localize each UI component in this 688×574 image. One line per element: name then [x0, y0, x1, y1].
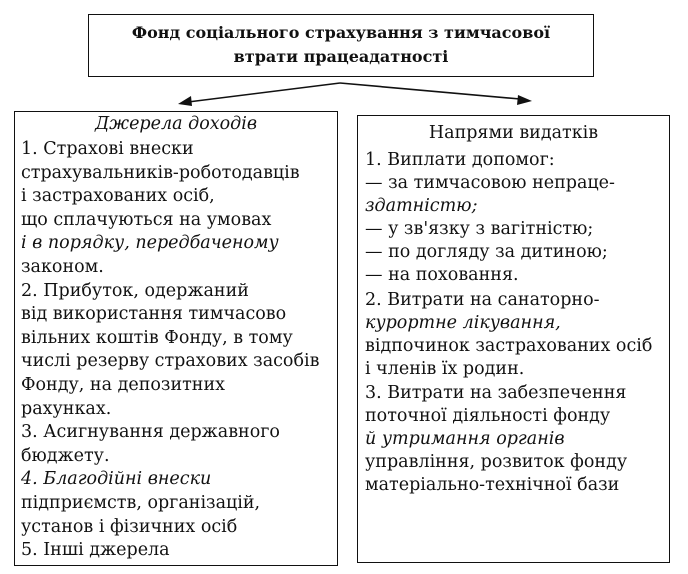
income-sources-box	[14, 111, 338, 566]
income-line: вільних коштів Фонду, в тому	[21, 328, 293, 348]
expenditure-line: — за тимчасовою непраце-	[365, 173, 615, 193]
income-line: і застрахованих осіб,	[21, 186, 215, 206]
income-line: числі резерву страхових засобів	[21, 351, 320, 371]
income-line: 5. Інші джерела	[21, 540, 170, 560]
arrowhead-left	[178, 96, 192, 106]
expenditure-line: 2. Витрати на санаторно-	[365, 290, 600, 310]
income-line: 4. Благодійні внески	[21, 469, 212, 489]
expenditure-line: відпочинок застрахованих осіб	[365, 336, 653, 356]
expenditure-line: 1. Виплати допомог:	[365, 150, 555, 170]
expenditure-line: 3. Витрати на забезпечення	[365, 383, 627, 403]
fund-title: Фонд соціального страхування з тимчасової втрати працеадатності	[131, 22, 551, 66]
income-line: 3. Асигнування державного	[21, 422, 280, 442]
income-line: Фонду, на депозитних	[21, 375, 226, 395]
expenditure-line: управління, розвиток фонду	[365, 452, 628, 472]
income-line: установ і фізичних осіб	[21, 517, 238, 537]
income-line: підприємств, організацій,	[21, 493, 261, 513]
expenditure-line: здатністю;	[365, 196, 478, 216]
expenditure-line: — по догляду за дитиною;	[365, 242, 608, 262]
income-sources-title: Джерела доходів	[94, 114, 258, 134]
income-line: бюджету.	[21, 446, 110, 466]
income-line: 2. Прибуток, одержаний	[21, 281, 249, 301]
expenditure-line: і членів їх родин.	[365, 359, 525, 379]
expenditure-line: матеріально-технічної бази	[365, 475, 620, 495]
income-line: рахунках.	[21, 399, 112, 419]
expenditure-line: курортне лікування,	[365, 313, 561, 333]
expenditure-line: й утримання органів	[365, 429, 565, 449]
income-line: від використання тимчасово	[21, 304, 287, 324]
income-line: страхувальників-роботодавців	[21, 163, 300, 183]
expenditure-line: поточної діяльності фонду	[365, 406, 611, 426]
income-line: 1. Страхові внески	[21, 139, 194, 159]
arrowhead-right	[517, 95, 532, 105]
income-line: і в порядку, передбаченому	[21, 233, 279, 253]
arrow-shaft	[188, 83, 340, 102]
arrow-shaft	[340, 83, 520, 99]
expenditure-box	[357, 115, 670, 563]
fund-title-box	[88, 14, 594, 77]
expenditure-title: Напрями видатків	[428, 123, 599, 143]
expenditure-line: — у зв'язку з вагітністю;	[365, 219, 594, 239]
expenditure-line: — на поховання.	[365, 265, 519, 285]
income-line: законом.	[21, 257, 104, 277]
income-line: що сплачуються на умовах	[21, 210, 272, 230]
